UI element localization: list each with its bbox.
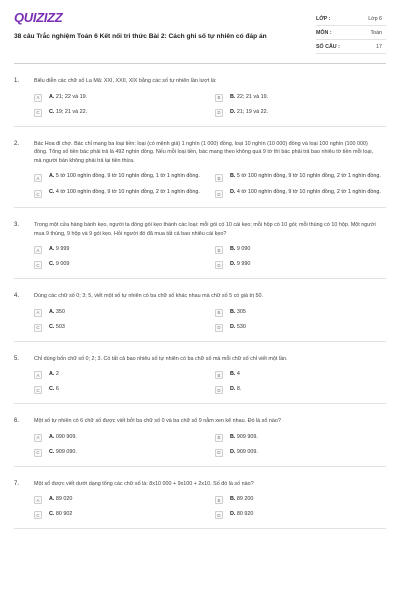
question-list — [14, 64, 386, 529]
option-letter-box: D — [215, 109, 223, 117]
question-head — [14, 480, 386, 489]
option-label: D. — [230, 448, 236, 455]
option-text — [49, 261, 69, 269]
option-text — [230, 189, 381, 197]
answer-option[interactable] — [215, 94, 386, 102]
answer-option[interactable] — [215, 511, 386, 519]
question-4 — [14, 279, 386, 342]
option-letter-box: D — [215, 190, 223, 198]
option-label: B. — [230, 93, 236, 100]
worksheet-header — [14, 0, 386, 64]
options-grid — [14, 301, 386, 341]
question-number: 7. — [14, 480, 20, 487]
option-letter-box: B — [215, 371, 223, 379]
question-1 — [14, 64, 386, 127]
option-letter-box: C — [34, 449, 42, 457]
option-letter-box: D — [215, 449, 223, 457]
option-text — [230, 109, 268, 117]
option-letter-box: C — [34, 511, 42, 519]
option-text — [230, 261, 250, 269]
option-letter-box: C — [34, 386, 42, 394]
option-label: B. — [230, 173, 236, 179]
answer-option[interactable] — [34, 434, 205, 442]
option-letter-box: B — [215, 174, 223, 182]
option-letter-box: A — [34, 371, 42, 379]
answer-option[interactable] — [215, 309, 386, 317]
option-label: D. — [230, 511, 236, 517]
option-value: 89 020 — [55, 496, 73, 502]
question-3 — [14, 208, 386, 279]
meta-label: LỚP : — [316, 15, 331, 22]
question-text: Trong một cửa hàng bánh kẹo, người ta đóng gói kẹo thành các loại: mỗi gói có 10 cái kẹo; mỗi hộp có 10 gói; mỗi thùng có 10 hộp. Một người mua 9 thùng, 9 hộp và 9 gói kẹo. Hỏi người đó đã mua tất cả bao nhiêu cái kẹo? — [34, 222, 376, 237]
option-text — [230, 434, 258, 442]
option-value: 89 200 — [236, 496, 254, 502]
option-letter-box: B — [215, 496, 223, 504]
option-text — [49, 189, 200, 197]
meta-row-count — [316, 40, 386, 54]
question-head — [14, 221, 386, 238]
answer-option[interactable] — [215, 324, 386, 332]
option-label: C. — [49, 108, 55, 115]
option-label: C. — [49, 323, 55, 330]
answer-option[interactable] — [34, 511, 205, 519]
option-label: B. — [230, 433, 236, 440]
option-text — [230, 496, 253, 504]
option-letter-box: A — [34, 496, 42, 504]
option-letter-box: C — [34, 324, 42, 332]
option-text — [49, 324, 65, 332]
option-text — [49, 496, 72, 504]
question-head — [14, 292, 386, 301]
answer-option[interactable] — [215, 434, 386, 442]
option-letter-box: A — [34, 174, 42, 182]
answer-option[interactable] — [215, 246, 386, 254]
option-letter-box: C — [34, 190, 42, 198]
option-letter-box: D — [215, 324, 223, 332]
option-letter-box: B — [215, 246, 223, 254]
answer-option[interactable] — [215, 386, 386, 394]
option-text — [49, 246, 69, 254]
option-value: 8. — [236, 386, 242, 392]
option-value: 5 tờ 100 nghìn đồng, 9 tờ 10 nghìn đồng, 1 tờ 1 nghìn đồng. — [55, 173, 200, 179]
option-label: A. — [49, 433, 55, 440]
option-label: A. — [49, 496, 55, 502]
option-value: 21; 22 và 19. — [55, 93, 88, 100]
option-value: 19; 21 và 22. — [55, 108, 88, 115]
question-number: 2. — [14, 140, 20, 147]
option-text — [230, 449, 258, 457]
option-value: 350 — [55, 308, 65, 315]
option-label: D. — [230, 323, 236, 330]
option-letter-box: C — [34, 261, 42, 269]
answer-option[interactable] — [34, 94, 205, 102]
question-2 — [14, 127, 386, 209]
option-value: 80 920 — [236, 511, 254, 517]
question-head — [14, 417, 386, 426]
question-6 — [14, 404, 386, 467]
option-value: 21; 19 và 22. — [236, 108, 269, 115]
option-text — [230, 246, 250, 254]
option-letter-box: D — [215, 261, 223, 269]
answer-option[interactable] — [34, 449, 205, 457]
option-letter-box: B — [215, 434, 223, 442]
option-text — [49, 511, 72, 519]
option-value: 9 090 — [236, 246, 251, 252]
question-text: Một số được viết dưới dạng tổng các chữ số là: 8x10 000 + 9x100 + 2x10. Số đó là số nào? — [34, 480, 254, 487]
meta-table — [316, 12, 386, 54]
option-value: 909 009. — [236, 448, 258, 455]
option-value: 305 — [236, 308, 246, 315]
answer-option[interactable] — [215, 371, 386, 379]
answer-option[interactable] — [215, 173, 386, 182]
option-label: D. — [230, 108, 236, 115]
meta-value: Lớp 6 — [368, 15, 382, 22]
option-letter-box: A — [34, 246, 42, 254]
option-label: B. — [230, 308, 236, 315]
question-head — [14, 77, 386, 86]
option-value: 530 — [236, 323, 246, 330]
option-text — [49, 309, 65, 317]
answer-option[interactable] — [34, 246, 205, 254]
option-value: 909 090. — [55, 448, 77, 455]
option-text — [49, 371, 59, 379]
meta-label: SỐ CÂU : — [316, 43, 340, 50]
option-label: C. — [49, 511, 55, 517]
option-value: 909 909. — [236, 433, 258, 440]
option-letter-box: B — [215, 94, 223, 102]
option-label: C. — [49, 386, 55, 392]
question-head — [14, 355, 386, 364]
options-grid — [14, 86, 386, 126]
answer-option[interactable] — [34, 109, 205, 117]
option-letter-box: A — [34, 309, 42, 317]
option-text — [230, 309, 246, 317]
option-text — [230, 511, 253, 519]
option-value: 4 — [236, 371, 240, 377]
answer-option[interactable] — [215, 449, 386, 457]
option-text — [49, 386, 59, 394]
question-text: Chỉ dùng bốn chữ số 0; 2; 3. Có tất cả bao nhiêu số tự nhiên có ba chữ số mà mỗi chữ số chỉ viết một lần. — [34, 355, 288, 362]
answer-option[interactable] — [34, 173, 205, 182]
answer-option[interactable] — [215, 261, 386, 269]
answer-option[interactable] — [34, 309, 205, 317]
option-text — [230, 173, 381, 181]
option-text — [49, 109, 87, 117]
question-number: 3. — [14, 222, 20, 228]
options-grid — [14, 488, 386, 528]
meta-row-class — [316, 12, 386, 26]
options-grid — [14, 165, 386, 207]
options-grid — [14, 363, 386, 403]
option-value: 9 999 — [55, 246, 70, 252]
question-number: 5. — [14, 355, 20, 362]
option-label: C. — [49, 261, 55, 267]
option-label: B. — [230, 496, 236, 502]
question-text: Một số tự nhiên có 6 chữ số được viết bởi ba chữ số 0 và ba chữ số 9 nằm xen kẽ nhau. Đó là số nào? — [34, 418, 281, 424]
option-value: 5 tờ 100 nghìn đồng, 9 tờ 10 nghìn đồng, 2 tờ 1 nghìn đồng. — [236, 173, 381, 179]
question-text: Bác Hoa đi chợ. Bác chỉ mang ba loại tiền: loại (có mệnh giá) 1 nghìn (1 000) đồng, loại 10 nghìn (10 000) đồng và loại 100 nghìn (100 000) đồng. Tổng số tiền bác phải trả là 492 nghìn đồng. Nếu mỗi loại tiền, bác mang theo không quá 9 tờ thì bác phải trả bao nhiêu tờ tiền mỗi loại, mà người bán không phải trả lại tiền thừa. — [34, 140, 374, 164]
option-label: C. — [49, 448, 55, 455]
options-grid — [14, 426, 386, 466]
question-number: 1. — [14, 78, 20, 84]
option-label: A. — [49, 93, 55, 100]
option-label: B. — [230, 246, 236, 252]
meta-row-subject — [316, 26, 386, 40]
option-label: A. — [49, 173, 55, 179]
option-label: D. — [230, 189, 236, 195]
answer-option[interactable] — [34, 496, 205, 504]
option-letter-box: C — [34, 109, 42, 117]
option-letter-box: A — [34, 94, 42, 102]
option-value: 80 902 — [55, 511, 73, 517]
option-text — [49, 94, 87, 102]
question-text: Dùng các chữ số 0; 3; 5, viết một số tự nhiên có ba chữ số khác nhau mà chữ số 5 có giá trị 50. — [34, 293, 263, 299]
option-label: D. — [230, 386, 236, 392]
option-text — [230, 94, 268, 102]
option-label: B. — [230, 371, 236, 377]
options-grid — [14, 238, 386, 278]
answer-option[interactable] — [215, 109, 386, 117]
option-value: 22; 21 và 19. — [236, 93, 269, 100]
option-label: D. — [230, 261, 236, 267]
worksheet-title: 38 câu Trắc nghiệm Toán 6 Kết nối tri thức Bài 2: Cách ghi số tự nhiên có đáp án — [14, 33, 267, 40]
option-value: 2 — [55, 371, 59, 377]
meta-label: MÔN : — [316, 29, 332, 36]
option-text — [49, 173, 200, 181]
option-value: 9 009 — [55, 261, 70, 267]
option-text — [49, 449, 77, 457]
question-head — [14, 140, 386, 166]
meta-value: Toán — [370, 29, 382, 36]
option-value: 4 tờ 100 nghìn đồng, 9 tờ 10 nghìn đồng, 2 tờ 1 nghìn đồng. — [55, 189, 200, 195]
answer-option[interactable] — [34, 324, 205, 332]
option-text — [49, 434, 77, 442]
answer-option[interactable] — [34, 189, 205, 198]
option-label: A. — [49, 371, 55, 377]
option-value: 503 — [55, 323, 65, 330]
quizizz-logo: QUIZIZZ — [14, 10, 63, 25]
option-value: 9 990 — [236, 261, 251, 267]
option-text — [230, 324, 246, 332]
option-label: C. — [49, 189, 55, 195]
question-number: 4. — [14, 293, 20, 299]
option-value: 090 909. — [55, 433, 77, 440]
answer-option[interactable] — [34, 386, 205, 394]
meta-value: 17 — [376, 43, 382, 50]
option-value: 4 tờ 100 nghìn đồng, 9 tờ 10 nghìn đồng, 2 tờ 1 nghìn đồng. — [236, 189, 381, 195]
option-letter-box: B — [215, 309, 223, 317]
answer-option[interactable] — [34, 261, 205, 269]
answer-option[interactable] — [215, 496, 386, 504]
answer-option[interactable] — [34, 371, 205, 379]
option-letter-box: D — [215, 511, 223, 519]
option-letter-box: A — [34, 434, 42, 442]
question-text: Biểu diễn các chữ số La Mã: XXI, XXII, XIX bằng các số tự nhiên lần lượt là: — [34, 78, 217, 84]
option-letter-box: D — [215, 386, 223, 394]
option-label: A. — [49, 308, 55, 315]
option-value: 6 — [55, 386, 59, 392]
option-label: A. — [49, 246, 55, 252]
answer-option[interactable] — [215, 189, 386, 198]
question-number: 6. — [14, 418, 20, 424]
option-text — [230, 371, 240, 379]
question-5 — [14, 342, 386, 405]
question-7 — [14, 467, 386, 530]
option-text — [230, 386, 241, 394]
